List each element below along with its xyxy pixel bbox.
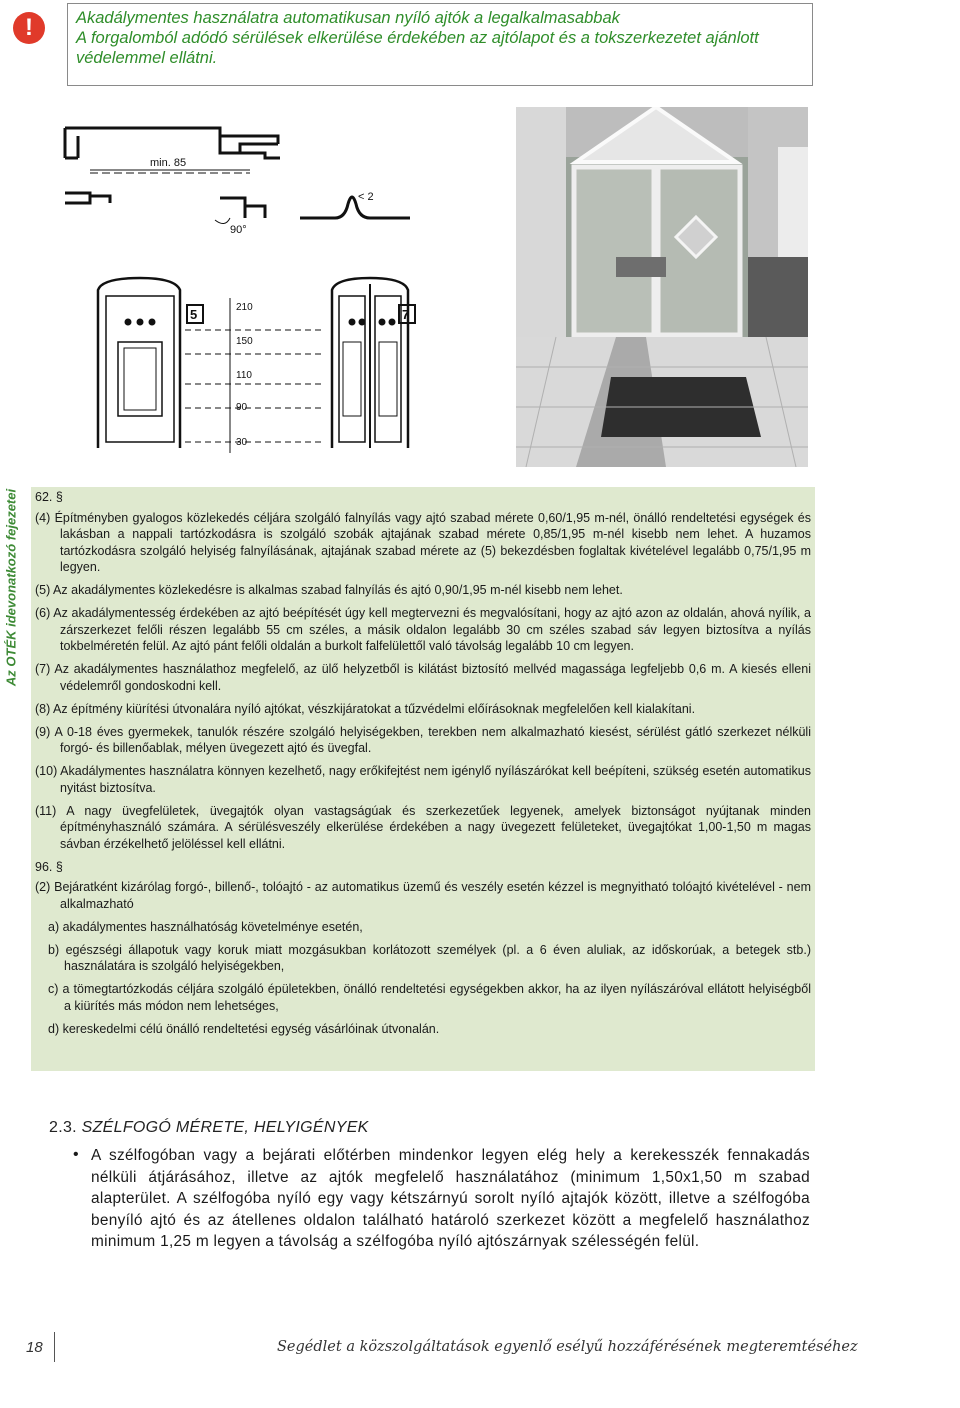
paragraph: (2) Bejáratként kizárólag forgó-, billenő-, tolóajtó - az automatikus üzemű és veszély esetén kézzel is megnyitható tolóajtó kivételével - nem alkalmazható <box>35 880 811 911</box>
section-96-title: 96. § <box>35 859 63 874</box>
door-tag-7: 7 <box>402 307 410 322</box>
dim-150: 150 <box>236 336 253 347</box>
section-62-title: 62. § <box>35 490 63 504</box>
list-item: b) egészségi állapotuk vagy koruk miatt mozgásukban korlátozott személyek (pl. a 6 éven aluliak, az időskorúak, a betegek stb.) használatára is szolgáló helyiségekben, <box>48 942 811 973</box>
paragraph: (6) Az akadálymentesség érdekében az ajtó beépítését úgy kell megtervezni és megvalósítani, hogy az ajtó azon az oldalán, ahová nyílik, a zárszerkezet felőli részen legalább 55 cm széles, a másik oldalon legalább 30 cm széles szabad sáv legyen biztosítva a nyílás tokbelméretén felül. Az ajtó pánt felőli oldalán a burkolt falfelülettől való távolság legalább 10 cm legyen. <box>35 606 811 653</box>
section-number: 2.3. <box>49 1119 77 1136</box>
paragraph: (11) A nagy üvegfelületek, üvegajtók olyan vastagságúak és szerkezetűek legyenek, amelyek biztonságot nyújtanak minden építményhasználó számára. A sérülésveszély elkerülése érdekében a nagy üvegezett felületeket, üvegajtókat 1,00-1,50 m magas sávban érzékelhető jelöléssel kell ellátni. <box>35 803 811 851</box>
paragraph: (5) Az akadálymentes közlekedésre is alkalmas szabad falnyílás és ajtó 0,90/1,95 m-nél kisebb nem lehet. <box>35 583 623 597</box>
page-number: 18 <box>26 1339 43 1356</box>
warning-line: védelemmel ellátni. <box>76 49 218 67</box>
door-drawings <box>50 108 520 468</box>
paragraph: (8) Az építmény kiürítési útvonalára nyíló ajtókat, vészkijáratokat a tűzvédelmi előírásoknak megfelelően kell kialakítani. <box>35 701 696 716</box>
bullet-icon: • <box>73 1146 79 1163</box>
list-item: c) a tömegtartózkodás céljára szolgáló épületekben, önálló rendeltetési egységekben akkor, ha az ilyen nyílászáróval ellátott helyiségből a kiürítés más módon nem lehetséges, <box>48 982 811 1013</box>
paragraph: (4) Építményben gyalogos közlekedés céljára szolgáló falnyílás vagy ajtó szabad mérete 0,60/1,95 m-nél, önálló rendeltetési egységek és lakásban a nappali tartózkodásra is szolgáló szobák ajtajának szabad mérete 0,85/1,95 m-nél kisebb nem lehet. A huzamos tartózkodásra szolgáló helyiség falnyílásának, ajtajának szabad mérete az (5) bekezdésben foglaltak kivételével legalább 0,75/1,95 m legyen. <box>35 510 811 574</box>
angle-label: 90° <box>230 224 247 236</box>
section-title: SZÉLFOGÓ MÉRETE, HELYIGÉNYEK <box>81 1119 369 1136</box>
warning-line: Akadálymentes használatra automatikusan nyíló ajtók a legalkalmasabbak <box>76 9 620 27</box>
exclamation-icon: ! <box>13 12 45 44</box>
paragraph: (9) A 0-18 éves gyermekek, tanulók részére szolgáló helyiségekben, terekben nem alkalmazható kiesést, sérülést gátló szerkezet nélküli forgó- és billenőablak, mélyen üvegezett ajtó és üvegfal. <box>35 724 811 755</box>
warning-box <box>67 3 813 86</box>
min-width-label: min. 85 <box>150 157 187 169</box>
entrance-photo <box>516 107 808 467</box>
dim-110: 110 <box>236 370 252 381</box>
law-excerpt-box <box>31 487 815 1071</box>
section-heading <box>49 1119 369 1137</box>
dim-30: 30 <box>236 437 248 448</box>
paragraph: (10) Akadálymentes használatra könnyen kezelhető, nagy erőkifejtést nem igénylő nyílászárókat kell beépíteni, szükség esetén automatikus nyitást biztosítva. <box>35 764 811 795</box>
door-tag-5: 5 <box>190 307 198 322</box>
side-tab-label: Az OTÉK idevonatkozó fejezetei <box>3 488 19 687</box>
footer-divider <box>54 1332 55 1362</box>
list-item: d) kereskedelmi célú önálló rendeltetési egység vásárlóinak útvonalán. <box>48 1021 440 1036</box>
dim-210: 210 <box>236 302 253 313</box>
step-label: < 2 <box>358 191 374 203</box>
dim-90: 90 <box>236 402 248 413</box>
list-item: a) akadálymentes használhatóság követelménye esetén, <box>48 919 363 934</box>
side-tab <box>0 486 22 696</box>
section-body-text: A szélfogóban vagy a bejárati előtérben mindenkor legyen elég hely a kerekesszék fennakadás nélküli átjárásához, illetve az ajtók megfelelő használatához (minimum 1,50x1,50 m szabad alapterület. A szélfogóba nyíló egy vagy kétszárnyú sorolt nyíló ajtajók között, illetve a szélfogóba benyíló ajtó és az átellenes oldalon található határoló szerkezet között a megfelelő használathoz minimum 1,25 m legyen a távolság a szélfogóba nyíló ajtószárnyak szélességén felül. <box>91 1147 810 1251</box>
warning-line: A forgalomból adódó sérülések elkerülése érdekében az ajtólapot és a tokszerkezetet ajánlott <box>76 29 759 47</box>
paragraph: (7) Az akadálymentes használathoz megfelelő, az ülő helyzetből is kilátást biztosító mellvéd magassága legfeljebb 0,6 m. A kiesés elleni védelemről gondoskodni kell. <box>35 662 811 693</box>
footer-title: Segédlet a közszolgáltatások egyenlő esélyű hozzáférésének megteremtéséhez <box>277 1339 858 1355</box>
